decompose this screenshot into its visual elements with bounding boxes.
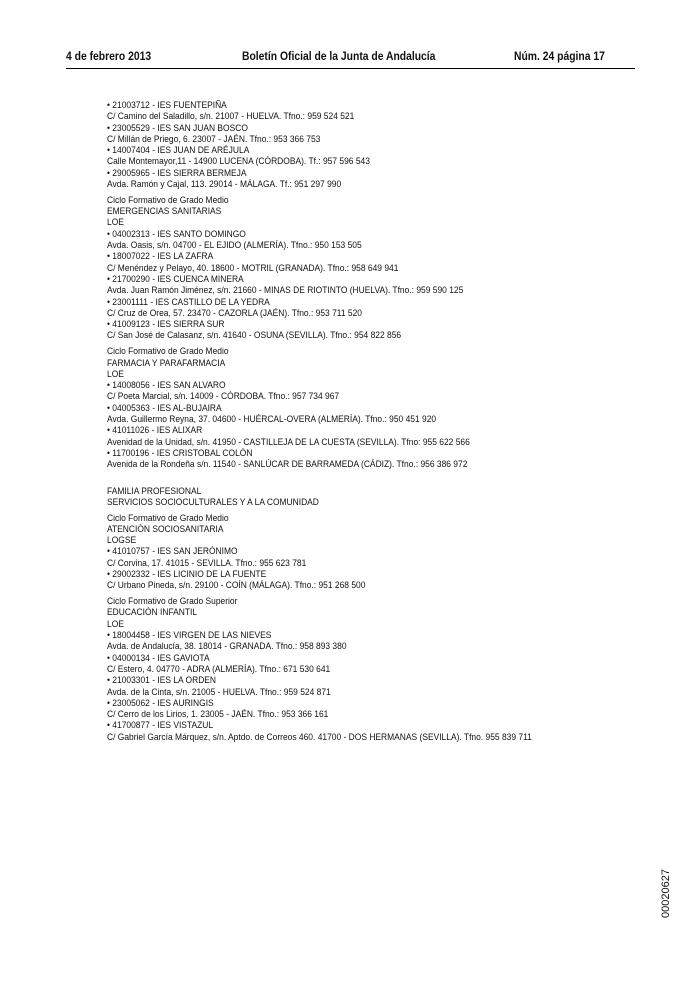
text-line: Avda. Ramón y Cajal, 113. 29014 - MÁLAGA. Tf.: 951 297 990 (107, 179, 342, 191)
center-entry: • 21700290 - IES CUENCA MINERA (107, 273, 244, 285)
header-title: Boletín Oficial de la Junta de Andalucía (242, 51, 436, 63)
text-line: LOE (107, 368, 124, 380)
center-entry: • 14007404 - IES JUAN DE ARÉJULA (107, 145, 250, 157)
center-entry: • 23005529 - IES SAN JUAN BOSCO (107, 122, 248, 134)
text-line: ATENCIÓN SOCIOSANITARIA (107, 523, 224, 535)
text-line: EMERGENCIAS SANITARIAS (107, 206, 222, 218)
text-line: FARMACIA Y PARAFARMACIA (107, 357, 226, 369)
header-date: 4 de febrero 2013 (66, 51, 152, 63)
text-line: C/ Cerro de los Lirios, 1. 23005 - JAÉN. Tfno.: 953 366 161 (107, 709, 329, 721)
text-line: C/ Poeta Marcial, s/n. 14009 - CÓRDOBA. Tfno.: 957 734 967 (107, 391, 340, 403)
header-page-number: Núm. 24 página 17 (514, 51, 605, 63)
text-line: C/ San José de Calasanz, s/n. 41640 - OSUNA (SEVILLA). Tfno.: 954 822 856 (107, 330, 402, 342)
center-entry: • 23005062 - IES AURINGIS (107, 697, 214, 709)
text-line: C/ Gabriel García Márquez, s/n. Aptdo. de Correos 460. 41700 - DOS HERMANAS (SEVILLA). Tfno. 955 839 711 (107, 731, 532, 743)
text-line: Ciclo Formativo de Grado Superior (107, 596, 238, 608)
center-entry: • 14008056 - IES SAN ALVARO (107, 380, 226, 392)
center-entry: • 11700196 - IES CRISTOBAL COLÓN (107, 447, 253, 459)
center-entry: • 41700877 - IES VISTAZUL (107, 720, 214, 732)
text-block (107, 346, 627, 470)
document-body (107, 100, 627, 743)
center-entry: • 41010757 - IES SAN JERÓNIMO (107, 546, 238, 558)
center-entry: • 18007022 - IES LA ZAFRA (107, 251, 214, 263)
center-entry: • 04000134 - IES GAVIOTA (107, 652, 210, 664)
text-line: Ciclo Formativo de Grado Medio (107, 346, 229, 358)
text-line: LOE (107, 618, 124, 630)
center-entry: • 29005965 - IES SIERRA BERMEJA (107, 167, 247, 179)
center-entry: • 41011026 - IES ALIXAR (107, 425, 203, 437)
page-header (66, 52, 635, 69)
text-line: Avda. de la Cinta, s/n. 21005 - HUELVA. Tfno.: 959 524 871 (107, 686, 331, 698)
text-line: Avenida de la Rondeña s/n. 11540 - SANLÚCAR DE BARRAMEDA (CÁDIZ). Tfno.: 956 386 972 (107, 459, 468, 471)
text-line: LOGSE (107, 535, 137, 547)
text-line: C/ Urbano Pineda, s/n. 29100 - COÍN (MÁLAGA). Tfno.: 951 268 500 (107, 580, 366, 592)
block-gap (107, 471, 627, 486)
text-line: LOE (107, 217, 124, 229)
text-line: C/ Estero, 4. 04770 - ADRA (ALMERÍA). Tfno.: 671 530 641 (107, 663, 331, 675)
text-line: EDUCACIÓN INFANTIL (107, 607, 198, 619)
text-line: Avda. Juan Ramón Jiménez, s/n. 21660 - MINAS DE RIOTINTO (HUELVA). Tfno.: 959 590 125 (107, 285, 464, 297)
center-entry: • 23001111 - IES CASTILLO DE LA YEDRA (107, 296, 270, 308)
text-line: Avda. de Andalucía, 38. 18014 - GRANADA. Tfno.: 958 893 380 (107, 641, 347, 653)
text-line: C/ Menéndez y Pelayo, 40. 18600 - MOTRIL (GRANADA). Tfno.: 958 649 941 (107, 262, 399, 274)
center-entry: • 29002332 - IES LICINIO DE LA FUENTE (107, 569, 267, 581)
text-line: SERVICIOS SOCIOCULTURALES Y A LA COMUNIDAD (107, 496, 319, 508)
text-block (107, 596, 627, 743)
text-line: Avda. Guillermo Reyna, 37. 04600 - HUÉRCAL-OVERA (ALMERÍA). Tfno.: 950 451 920 (107, 414, 437, 426)
text-line: C/ Corvina, 17. 41015 - SEVILLA. Tfno.: 955 623 781 (107, 557, 307, 569)
text-line: Ciclo Formativo de Grado Medio (107, 194, 229, 206)
text-line: C/ Millán de Priego, 6. 23007 - JAÉN. Tfno.: 953 366 753 (107, 133, 321, 145)
text-line: C/ Cruz de Orea, 57. 23470 - CAZORLA (JAÉN). Tfno.: 953 711 520 (107, 307, 362, 319)
text-line: Avda. Oasis, s/n. 04700 - EL EJIDO (ALMERÍA). Tfno.: 950 153 505 (107, 240, 362, 252)
center-entry: • 41009123 - IES SIERRA SUR (107, 319, 225, 331)
center-entry: • 18004458 - IES VIRGEN DE LAS NIEVES (107, 630, 272, 642)
center-entry: • 21003301 - IES LA ORDEN (107, 675, 217, 687)
text-line: C/ Camino del Saladillo, s/n. 21007 - HUELVA. Tfno.: 959 524 521 (107, 111, 355, 123)
text-block (107, 100, 627, 190)
text-block (107, 513, 627, 592)
text-block (107, 486, 627, 509)
center-entry: • 04005363 - IES AL-BUJAIRA (107, 402, 222, 414)
center-entry: • 04002313 - IES SANTO DOMINGO (107, 228, 246, 240)
text-line: Ciclo Formativo de Grado Medio (107, 512, 229, 524)
text-line: Calle Montemayor,11 - 14900 LUCENA (CÓRDOBA). Tf.: 957 596 543 (107, 156, 370, 168)
text-block (107, 195, 627, 342)
document-code: 00020627 (660, 869, 672, 918)
text-line: Avenidad de la Unidad, s/n. 41950 - CASTILLEJA DE LA CUESTA (SEVILLA). Tfno: 955 622 566 (107, 436, 470, 448)
center-entry: • 21003712 - IES FUENTEPIÑA (107, 100, 227, 111)
text-line: FAMILIA PROFESIONAL (107, 485, 202, 497)
